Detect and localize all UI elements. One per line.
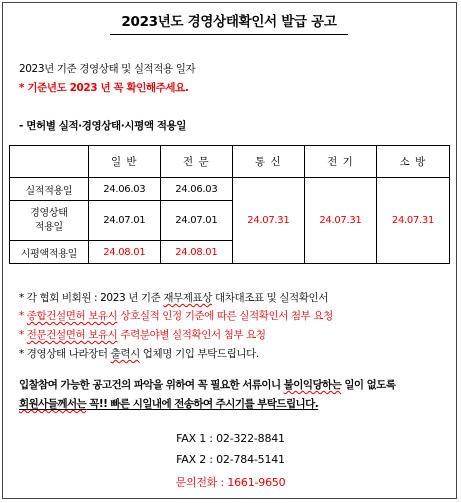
cell-telecom: 24.07.31 (232, 178, 304, 264)
table-row (10, 178, 450, 201)
header-electric: 전 기 (304, 146, 376, 178)
note-specialty-license: * 전문건설면허 보유시 주력분야별 실적확인서 첨부 요청 (19, 329, 266, 341)
header-blank (10, 146, 89, 178)
fax-2: FAX 2 : 02-784-5141 (176, 453, 285, 466)
closing-line-2: 회원사들께서는 꼭!! 빠른 시일내에 전송하여 주시기를 부탁드립니다. (19, 398, 319, 410)
phone-number: 문의전화 : 1661-9650 (175, 476, 286, 489)
header-telecom: 통 신 (232, 146, 304, 178)
intro-text: 2023년 기준 경영상태 및 실적적용 일자 (19, 63, 196, 75)
note-nonmember: * 각 협회 비회원 : 2023 년 기준 재무제표상 대차대조표 및 실적확인서 (19, 292, 329, 304)
cell-electric: 24.07.31 (304, 178, 376, 264)
header-specialty: 전 문 (160, 146, 232, 178)
cell-fire: 24.07.31 (376, 178, 449, 264)
row-label-line2: 적용일 (34, 221, 63, 233)
cell-general: 24.06.03 (88, 178, 160, 201)
year-warning: * 기준년도 2023 년 꼭 확인해주세요. (19, 82, 189, 94)
row-label-line1: 경영상태 (30, 207, 68, 219)
cell-specialty: 24.06.03 (160, 178, 232, 201)
closing-line-1: 입찰참여 가능한 공고건의 파악을 위하여 꼭 필요한 서류이니 불이익당하는 일이 없도록 (19, 379, 396, 391)
application-date-table (9, 145, 450, 264)
header-general: 일 반 (88, 146, 160, 178)
cell-specialty: 24.08.01 (160, 241, 232, 264)
row-label (10, 201, 89, 241)
section-heading (19, 118, 186, 133)
section-heading-text: - 면허별 실적·경영상태·시평액 적용일 (19, 120, 187, 132)
note-general-license: * 종합건설면허 보유시 상호실적 인정 기준에 따른 실적확인서 첨부 요청 (19, 310, 333, 322)
cell-general: 24.07.01 (88, 201, 160, 241)
cell-general: 24.08.01 (88, 241, 160, 264)
header-fire: 소 방 (376, 146, 449, 178)
note-company-name: * 경영상태 나라장터 출력시 업체명 기입 부탁드립니다. (19, 348, 259, 360)
row-label: 시평액적용일 (10, 241, 89, 264)
row-label: 실적적용일 (10, 178, 89, 201)
notice-title: 2023년도 경영상태확인서 발급 공고 (110, 10, 348, 35)
fax-1: FAX 1 : 02-322-8841 (176, 432, 285, 445)
cell-specialty: 24.07.01 (160, 201, 232, 241)
